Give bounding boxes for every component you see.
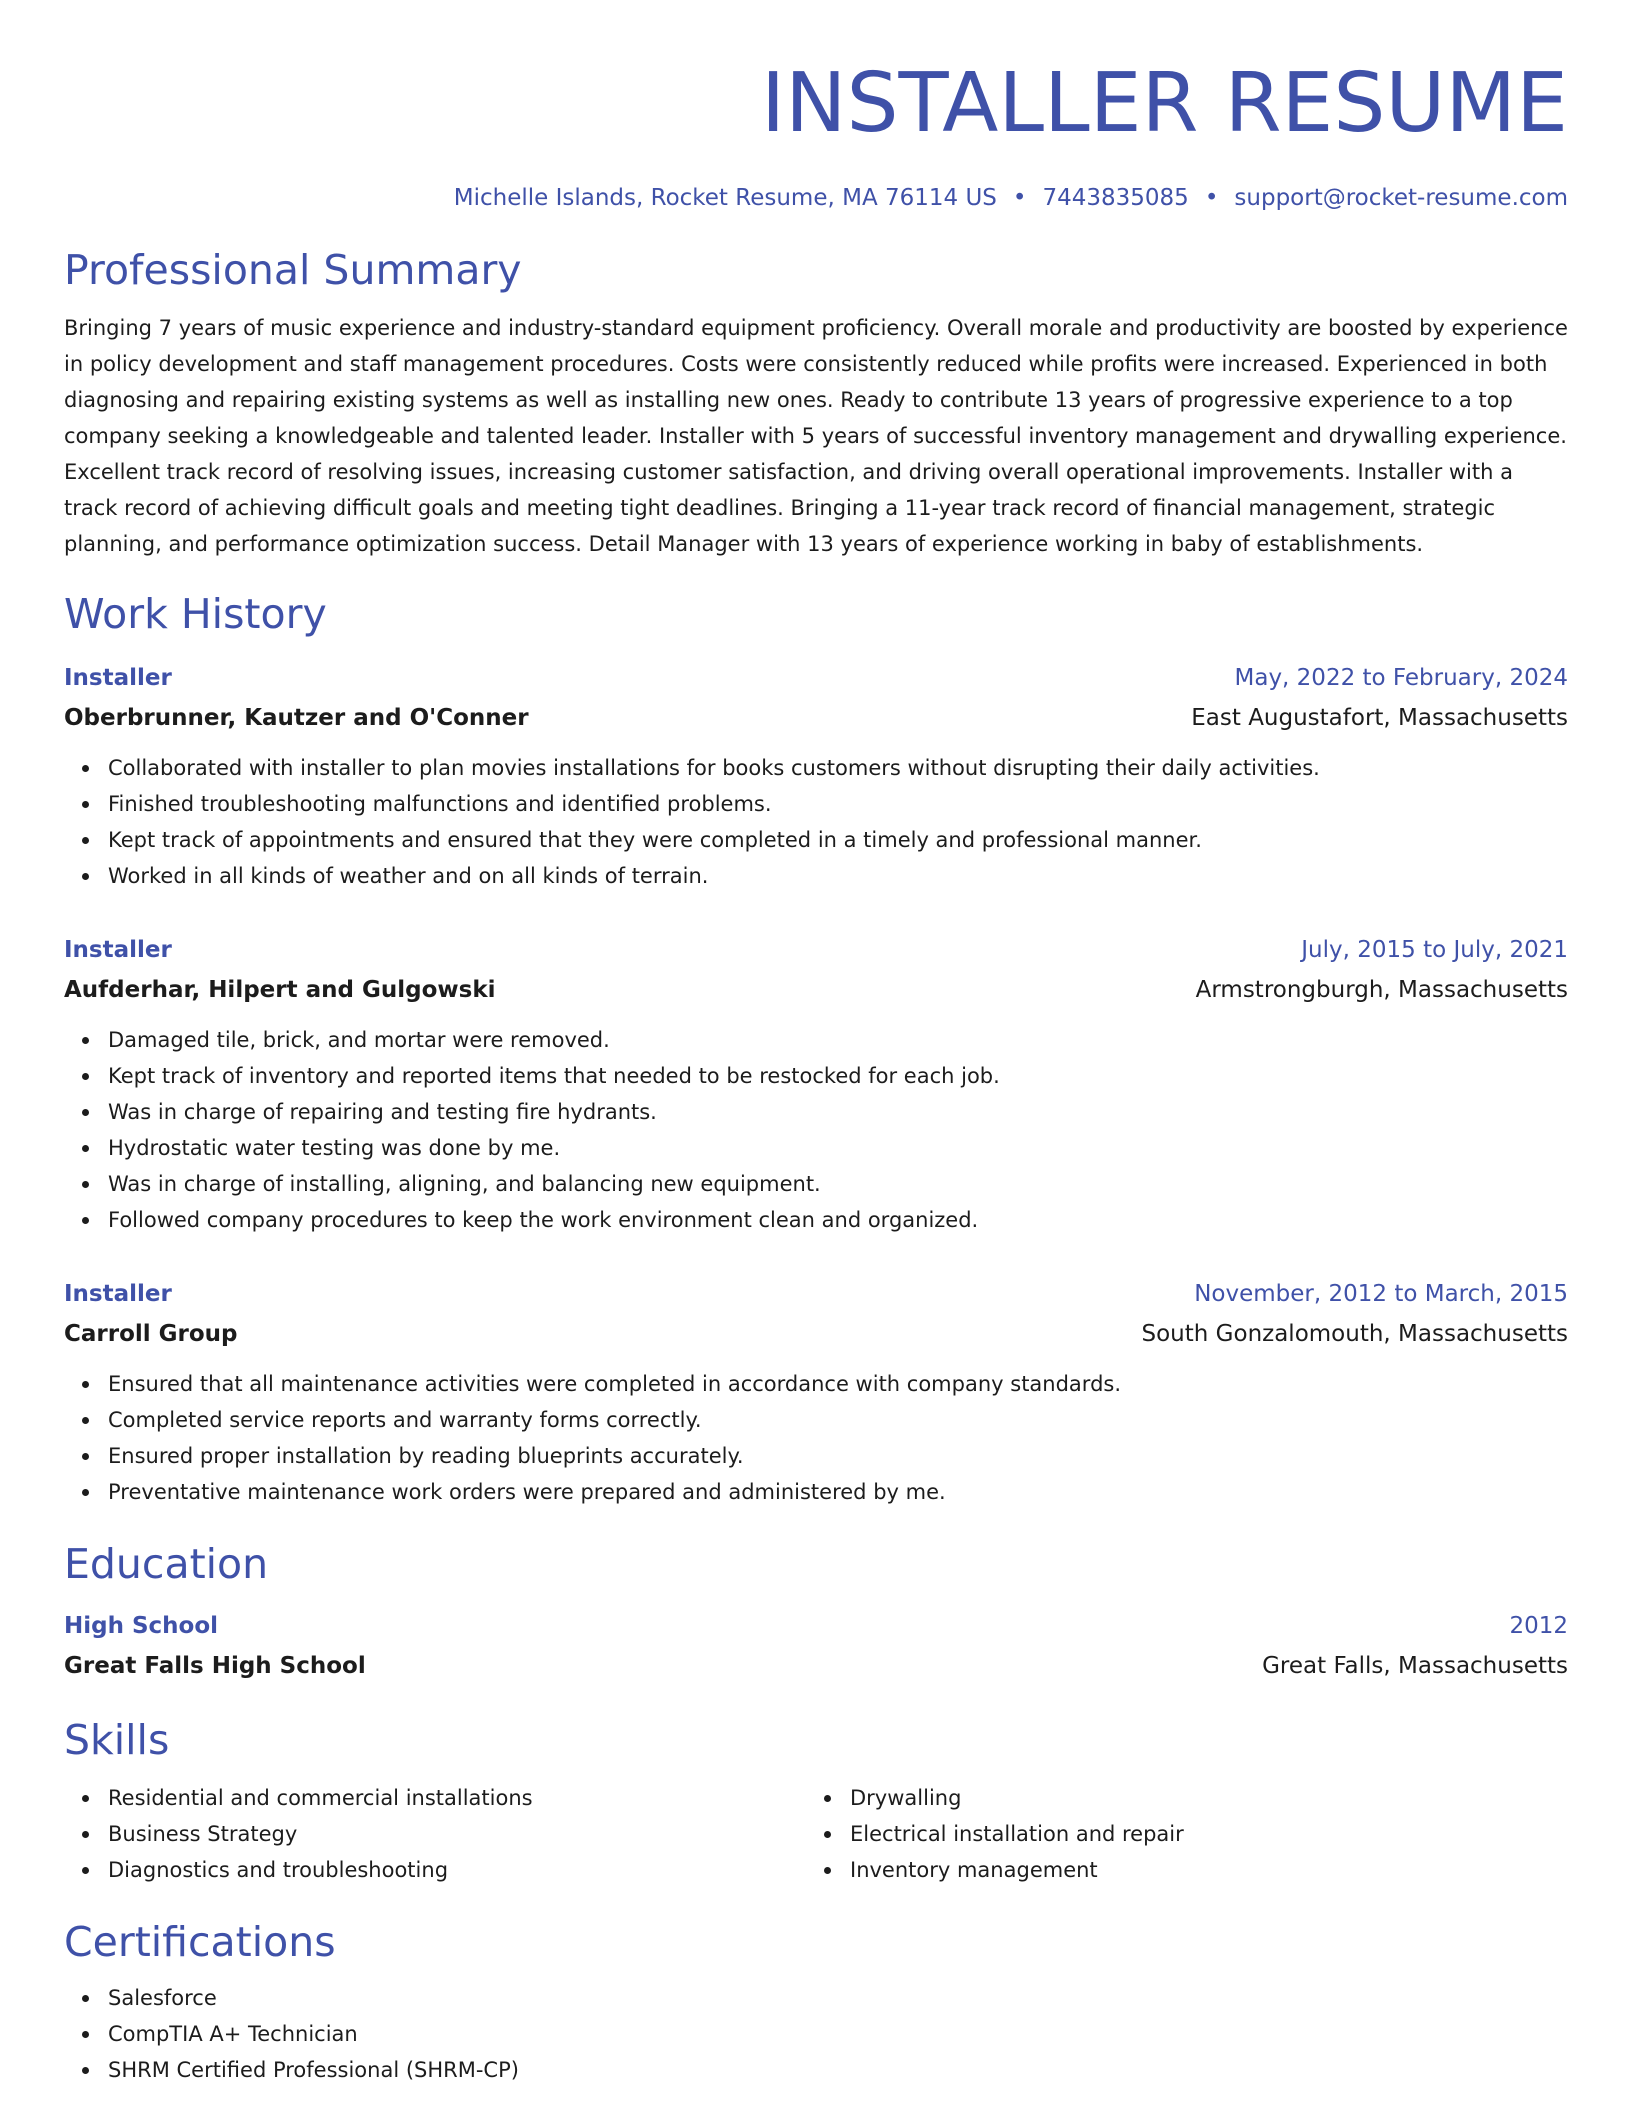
- skill-item: Inventory management: [850, 1852, 1548, 1888]
- contact-line: [64, 182, 1568, 214]
- job-entry: [64, 1274, 1568, 1510]
- job-employer: Carroll Group: [64, 1321, 238, 1347]
- job-duty: Was in charge of repairing and testing fire hydrants.: [108, 1094, 1568, 1130]
- job-title: Installer: [64, 937, 172, 963]
- job-employer: Aufderhar, Hilpert and Gulgowski: [64, 977, 496, 1003]
- job-entry: [64, 930, 1568, 1238]
- job-entry: [64, 658, 1568, 894]
- education-location: Great Falls, Massachusetts: [1262, 1653, 1568, 1679]
- certifications-list: [64, 1980, 1568, 2088]
- work-history-heading: Work History: [64, 590, 327, 638]
- job-dates: July, 2015 to July, 2021: [1301, 937, 1568, 963]
- job-duty: Kept track of inventory and reported items that needed to be restocked for each job.: [108, 1058, 1568, 1094]
- skills-heading: Skills: [64, 1716, 170, 1764]
- job-duty: Kept track of appointments and ensured that they were completed in a timely and professional manner.: [108, 822, 1568, 858]
- education-entry: [64, 1606, 1568, 1686]
- contact-address: Michelle Islands, Rocket Resume, MA 76114 US: [453, 185, 997, 211]
- job-duties-list: [64, 1366, 1568, 1510]
- job-location: East Augustafort, Massachusetts: [1191, 705, 1568, 731]
- job-employer: Oberbrunner, Kautzer and O'Conner: [64, 705, 529, 731]
- job-duty: Worked in all kinds of weather and on all kinds of terrain.: [108, 858, 1568, 894]
- education-year: 2012: [1509, 1613, 1568, 1639]
- job-duty: Was in charge of installing, aligning, and balancing new equipment.: [108, 1166, 1568, 1202]
- resume-title: INSTALLER RESUME: [760, 56, 1568, 151]
- job-location: Armstrongburgh, Massachusetts: [1195, 977, 1568, 1003]
- job-duty: Followed company procedures to keep the work environment clean and organized.: [108, 1202, 1568, 1238]
- job-location: South Gonzalomouth, Massachusetts: [1141, 1321, 1568, 1347]
- job-duty: Preventative maintenance work orders were prepared and administered by me.: [108, 1474, 1568, 1510]
- certification-item: Salesforce: [108, 1980, 1568, 2016]
- job-duties-list: [64, 1022, 1568, 1238]
- summary-text: Bringing 7 years of music experience and industry-standard equipment proficiency. Overall morale and productivity are boosted by experience in policy development and staff management procedures. Costs were consistently reduced while profits were increased. Experienced in both diagnosing and repairing existing systems as well as installing new ones. Ready to contribute 13 years of progressive experience to a top company seeking a knowledgeable and talented leader. Installer with 5 years of successful inventory management and drywalling experience. Excellent track record of resolving issues, increasing customer satisfaction, and driving overall operational improvements. Installer with a track record of achieving difficult goals and meeting tight deadlines. Bringing a 11-year track record of financial management, strategic planning, and performance optimization success. Detail Manager with 13 years of experience working in baby of establishments.: [64, 316, 1568, 556]
- job-duty: Ensured that all maintenance activities were completed in accordance with company standards.: [108, 1366, 1568, 1402]
- job-duty: Collaborated with installer to plan movies installations for books customers without disrupting their daily activities.: [108, 750, 1568, 786]
- education-heading: Education: [64, 1540, 269, 1588]
- skill-item: Electrical installation and repair: [850, 1816, 1548, 1852]
- education-school: Great Falls High School: [64, 1653, 366, 1679]
- job-dates: November, 2012 to March, 2015: [1194, 1281, 1568, 1307]
- job-title: Installer: [64, 665, 172, 691]
- job-duty: Finished troubleshooting malfunctions and identified problems.: [108, 786, 1568, 822]
- skills-list-left: [64, 1780, 806, 1888]
- certification-item: CompTIA A+ Technician: [108, 2016, 1568, 2052]
- skills-grid: [64, 1780, 1568, 1888]
- certifications-heading: Certifications: [64, 1918, 336, 1966]
- skill-item: Residential and commercial installations: [108, 1780, 806, 1816]
- contact-email[interactable]: support@rocket-resume.com: [1234, 185, 1568, 211]
- education-degree: High School: [64, 1613, 219, 1639]
- job-duties-list: [64, 750, 1568, 894]
- contact-separator: •: [1204, 185, 1219, 211]
- job-duty: Hydrostatic water testing was done by me.: [108, 1130, 1568, 1166]
- skills-list-right: [806, 1780, 1548, 1888]
- job-dates: May, 2022 to February, 2024: [1234, 665, 1568, 691]
- job-duty: Ensured proper installation by reading blueprints accurately.: [108, 1438, 1568, 1474]
- resume-page: [64, 56, 1568, 2088]
- job-duty: Damaged tile, brick, and mortar were removed.: [108, 1022, 1568, 1058]
- job-duty: Completed service reports and warranty forms correctly.: [108, 1402, 1568, 1438]
- contact-phone: 7443835085: [1042, 185, 1189, 211]
- skill-item: Diagnostics and troubleshooting: [108, 1852, 806, 1888]
- skill-item: Business Strategy: [108, 1816, 806, 1852]
- summary-heading: Professional Summary: [64, 246, 522, 294]
- certification-item: SHRM Certified Professional (SHRM-CP): [108, 2052, 1568, 2088]
- skill-item: Drywalling: [850, 1780, 1548, 1816]
- job-title: Installer: [64, 1281, 172, 1307]
- contact-separator: •: [1012, 185, 1027, 211]
